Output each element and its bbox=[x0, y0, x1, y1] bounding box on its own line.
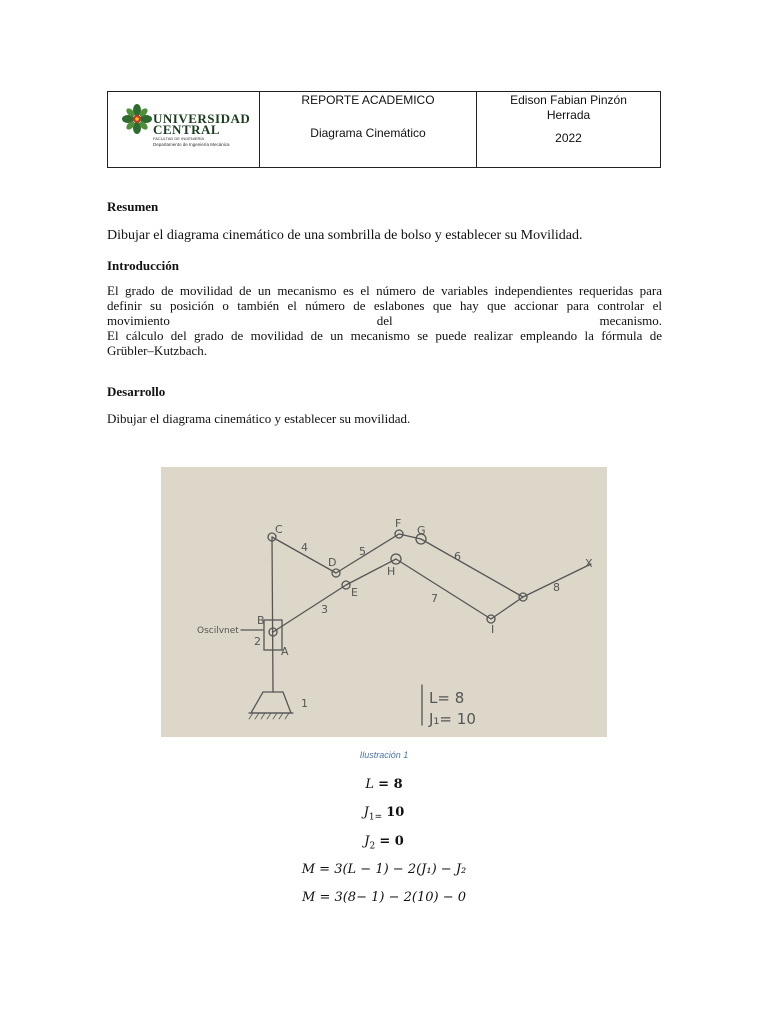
kinematic-sketch bbox=[161, 467, 607, 737]
label-n8: 8 bbox=[553, 581, 560, 594]
heading-introduccion: Introducción bbox=[107, 258, 179, 273]
resumen-text: Dibujar el diagrama cinemático de una sombrilla de bolso y establecer su Movilidad. bbox=[107, 228, 583, 243]
title-cell bbox=[260, 92, 477, 168]
label-i: I bbox=[491, 623, 495, 636]
label-d: D bbox=[328, 556, 337, 569]
intro-line-3b: del bbox=[376, 313, 393, 328]
kinematic-diagram-photo bbox=[161, 467, 607, 737]
eq2-sub: 1= bbox=[368, 812, 383, 823]
label-n7: 7 bbox=[431, 592, 438, 605]
label-l-note: L= 8 bbox=[429, 689, 465, 707]
author-line2: Herrada bbox=[546, 108, 591, 122]
eq3-sub: 2 bbox=[369, 841, 376, 852]
author-line1: Edison Fabian Pinzón bbox=[510, 93, 627, 107]
intro-line-4: El cálculo del grado de movilidad de un mecanismo se puede realizar empleando la fórmula de bbox=[107, 328, 662, 343]
author-name bbox=[477, 93, 660, 123]
university-logo-icon bbox=[122, 104, 152, 134]
label-c: C bbox=[275, 523, 283, 536]
intro-line-5: Grübler–Kutzbach. bbox=[107, 343, 207, 358]
label-x: X bbox=[585, 557, 593, 570]
logo-faculty: FACULTAD DE INGENIERÍA bbox=[153, 136, 205, 141]
intro-line-3 bbox=[107, 313, 662, 328]
logo-name-line2: CENTRAL bbox=[153, 122, 221, 137]
label-g: G bbox=[417, 524, 426, 537]
eq3-rhs: = 0 bbox=[379, 834, 404, 849]
figure-caption: Ilustración 1 bbox=[359, 750, 409, 760]
equation-1 bbox=[0, 777, 768, 792]
heading-desarrollo: Desarrollo bbox=[107, 384, 166, 399]
intro-line-3a: movimiento bbox=[107, 313, 170, 328]
label-a: A bbox=[281, 645, 289, 658]
report-subtitle: Diagrama Cinemático bbox=[310, 126, 426, 140]
eq1-rhs: = 8 bbox=[378, 777, 403, 792]
report-title: REPORTE ACADEMICO bbox=[301, 93, 435, 107]
intro-line-2: definir su posición o también el número de eslabones que hay que accionar para controlar el bbox=[107, 298, 662, 313]
label-f: F bbox=[395, 517, 402, 530]
header-table bbox=[107, 91, 661, 168]
author-cell bbox=[477, 92, 661, 168]
equation-3 bbox=[0, 834, 768, 852]
equation-4: M = 3(L − 1) − 2(J₁) − J₂ bbox=[301, 862, 467, 877]
logo-cell bbox=[108, 92, 260, 168]
eq3-lhs: J bbox=[364, 834, 370, 849]
equation-5: M = 3(8− 1) − 2(10) − 0 bbox=[302, 890, 466, 905]
logo-department: Departamento de Ingeniería Mecánica bbox=[153, 142, 230, 147]
report-year: 2022 bbox=[555, 131, 582, 145]
equation-2 bbox=[0, 805, 768, 823]
intro-line-3c: mecanismo. bbox=[599, 313, 663, 328]
label-n3: 3 bbox=[321, 603, 328, 616]
label-e: E bbox=[351, 586, 358, 599]
label-n4: 4 bbox=[301, 541, 308, 554]
desarrollo-text: Dibujar el diagrama cinemático y establecer su movilidad. bbox=[107, 411, 411, 426]
label-side-note: Oscilvnet bbox=[197, 626, 239, 636]
eq2-lhs: J bbox=[363, 805, 369, 820]
label-n5: 5 bbox=[359, 545, 366, 558]
intro-line-1: El grado de movilidad de un mecanismo es el número de variables independientes requeridas para bbox=[107, 283, 662, 298]
eq2-rhs: 10 bbox=[386, 805, 405, 820]
label-n1: 1 bbox=[301, 697, 308, 710]
introduccion-text bbox=[107, 283, 662, 358]
label-n2: 2 bbox=[254, 635, 261, 648]
heading-resumen: Resumen bbox=[107, 199, 159, 214]
label-h: H bbox=[387, 565, 396, 578]
eq1-lhs: L bbox=[365, 777, 375, 792]
label-j-note: J₁= 10 bbox=[429, 710, 476, 728]
label-n6: 6 bbox=[454, 550, 461, 563]
label-b: B bbox=[257, 614, 265, 627]
logo-name-line1: UNIVERSIDAD bbox=[153, 111, 251, 126]
logo-name bbox=[153, 113, 250, 135]
